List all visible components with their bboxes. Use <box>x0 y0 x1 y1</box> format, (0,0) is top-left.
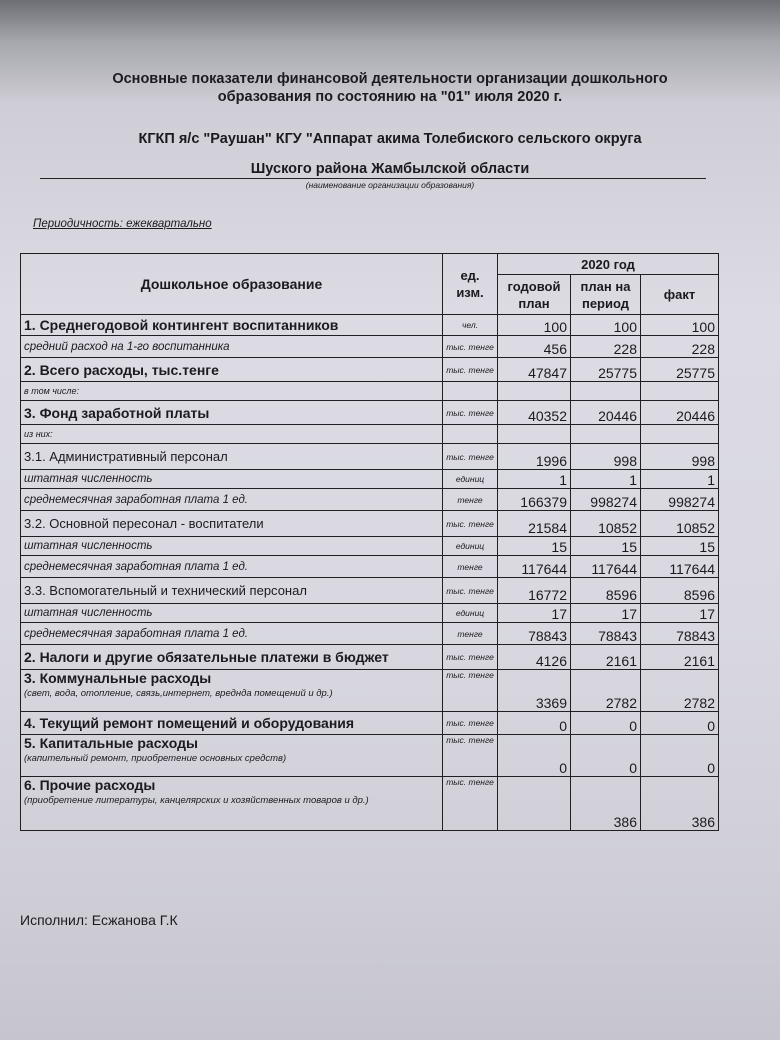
row-label-text: 2. Всего расходы, тыс.тенге <box>24 361 219 378</box>
cell-plan: 16772 <box>498 578 571 604</box>
cell-period: 117644 <box>571 556 641 578</box>
cell-fact: 0 <box>641 735 719 777</box>
cell-plan <box>498 777 571 831</box>
row-label <box>21 401 443 425</box>
row-label-text: 3.3. Вспомогательный и технический персонал <box>24 583 307 598</box>
cell-period <box>571 425 641 444</box>
row-label <box>21 470 443 489</box>
cell-plan: 0 <box>498 712 571 735</box>
cell-plan: 456 <box>498 336 571 358</box>
cell-plan: 17 <box>498 604 571 623</box>
row-unit: тыс. тенге <box>443 712 498 735</box>
cell-period: 8596 <box>571 578 641 604</box>
row-unit: единиц <box>443 537 498 556</box>
row-label-text: средний расход на 1-го воспитанника <box>24 340 230 353</box>
row-label-note: (капительный ремонт, приобретение основных средств) <box>24 753 287 764</box>
cell-period: 0 <box>571 735 641 777</box>
table-row <box>21 670 719 712</box>
cell-fact: 15 <box>641 537 719 556</box>
row-unit <box>443 382 498 401</box>
row-label-text: 2. Налоги и другие обязательные платежи в бюджет <box>24 649 389 665</box>
row-label <box>21 336 443 358</box>
row-unit: тыс. тенге <box>443 670 498 712</box>
signature-line: Исполнил: Есжанова Г.К <box>20 912 178 928</box>
organization-line2: Шуского района Жамбылской области <box>250 161 530 177</box>
row-label-text: 1. Среднегодовой контингент воспитанников <box>24 317 339 333</box>
financial-indicators-table <box>20 253 719 831</box>
table-row <box>21 470 719 489</box>
table-row <box>21 712 719 735</box>
row-unit: единиц <box>443 470 498 489</box>
row-label-text: 3. Фонд заработной платы <box>24 404 210 421</box>
table-row <box>21 511 719 537</box>
row-label <box>21 712 443 735</box>
row-label-text: 3.2. Основной пересонал - воспитатели <box>24 516 264 531</box>
cell-period: 0 <box>571 712 641 735</box>
table-row <box>21 777 719 831</box>
header-preschool: Дошкольное образование <box>21 254 443 315</box>
cell-period: 15 <box>571 537 641 556</box>
cell-plan <box>498 425 571 444</box>
header-annual-plan: годовой план <box>498 275 571 315</box>
cell-plan: 47847 <box>498 358 571 382</box>
cell-fact: 8596 <box>641 578 719 604</box>
cell-plan: 1 <box>498 470 571 489</box>
row-label-text: из них: <box>24 429 53 439</box>
report-title-line1: Основные показатели финансовой деятельности организации дошкольного <box>112 71 668 87</box>
cell-fact: 998 <box>641 444 719 470</box>
cell-fact: 0 <box>641 712 719 735</box>
row-label-text: 3.1. Административный персонал <box>24 449 228 464</box>
cell-plan: 166379 <box>498 489 571 511</box>
row-label-text: среднемесячная заработная плата 1 ед. <box>24 493 248 506</box>
cell-fact <box>641 425 719 444</box>
row-unit: тыс. тенге <box>443 777 498 831</box>
row-label <box>21 315 443 336</box>
cell-period <box>571 382 641 401</box>
cell-period: 20446 <box>571 401 641 425</box>
cell-plan: 117644 <box>498 556 571 578</box>
row-label <box>21 623 443 645</box>
table-row <box>21 645 719 670</box>
row-label <box>21 444 443 470</box>
organization-line1: КГКП я/с "Раушан" КГУ "Аппарат акима Толебиского сельского округа <box>138 131 642 147</box>
table-row <box>21 604 719 623</box>
row-label <box>21 777 443 831</box>
cell-plan: 3369 <box>498 670 571 712</box>
header-year: 2020 год <box>498 254 719 275</box>
cell-fact: 78843 <box>641 623 719 645</box>
row-label-note: (свет, вода, отопление, связь,интернет, вреднда помещений и др.) <box>24 688 333 699</box>
row-label <box>21 735 443 777</box>
cell-fact: 10852 <box>641 511 719 537</box>
row-label-text: 6. Прочие расходы <box>24 777 156 793</box>
table-body <box>21 315 719 831</box>
cell-plan: 40352 <box>498 401 571 425</box>
cell-fact: 2161 <box>641 645 719 670</box>
cell-plan: 100 <box>498 315 571 336</box>
row-unit: тенге <box>443 623 498 645</box>
header-unit: ед. изм. <box>443 254 498 315</box>
organization-note: (наименование организации образования) <box>305 180 475 190</box>
row-label-text: среднемесячная заработная плата 1 ед. <box>24 627 248 640</box>
cell-fact <box>641 382 719 401</box>
cell-period: 100 <box>571 315 641 336</box>
table-row <box>21 401 719 425</box>
row-label <box>21 489 443 511</box>
table-row <box>21 336 719 358</box>
row-label-text: 3. Коммунальные расходы <box>24 670 212 686</box>
table-row <box>21 382 719 401</box>
row-label-text: штатная численность <box>24 540 153 552</box>
cell-fact: 117644 <box>641 556 719 578</box>
cell-period: 2782 <box>571 670 641 712</box>
row-label <box>21 556 443 578</box>
table-row <box>21 623 719 645</box>
header-period-plan: план на период <box>571 275 641 315</box>
row-unit: тыс. тенге <box>443 578 498 604</box>
row-unit: чел. <box>443 315 498 336</box>
row-label <box>21 425 443 444</box>
row-unit: тыс. тенге <box>443 401 498 425</box>
table-row <box>21 578 719 604</box>
row-label <box>21 670 443 712</box>
cell-period: 1 <box>571 470 641 489</box>
row-label-text: 5. Капитальные расходы <box>24 735 198 751</box>
row-unit: тенге <box>443 489 498 511</box>
table-row <box>21 358 719 382</box>
row-label <box>21 578 443 604</box>
row-unit: тыс. тенге <box>443 511 498 537</box>
cell-period: 17 <box>571 604 641 623</box>
report-title <box>0 70 780 106</box>
row-label-text: штатная численность <box>24 473 153 485</box>
table-row <box>21 315 719 336</box>
cell-period: 78843 <box>571 623 641 645</box>
cell-plan: 1996 <box>498 444 571 470</box>
header-fact: факт <box>641 275 719 315</box>
row-unit <box>443 425 498 444</box>
cell-fact: 100 <box>641 315 719 336</box>
report-title-line2: образования по состоянию на "01" июля 2020 г. <box>217 89 563 105</box>
row-unit: тыс. тенге <box>443 336 498 358</box>
cell-fact: 2782 <box>641 670 719 712</box>
row-label-text: штатная численность <box>24 607 153 619</box>
table-row <box>21 556 719 578</box>
periodicity-label: Периодичность: ежеквартально <box>33 218 212 230</box>
cell-period: 10852 <box>571 511 641 537</box>
cell-plan: 0 <box>498 735 571 777</box>
table-row <box>21 735 719 777</box>
cell-plan: 4126 <box>498 645 571 670</box>
cell-fact: 228 <box>641 336 719 358</box>
row-label-note: (приобретение литературы, канцелярских и хозяйственных товаров и др.) <box>24 795 369 806</box>
cell-fact: 998274 <box>641 489 719 511</box>
cell-period: 2161 <box>571 645 641 670</box>
cell-fact: 386 <box>641 777 719 831</box>
row-label <box>21 382 443 401</box>
cell-fact: 1 <box>641 470 719 489</box>
cell-fact: 17 <box>641 604 719 623</box>
underline-rule <box>40 178 706 179</box>
cell-period: 998 <box>571 444 641 470</box>
row-label <box>21 358 443 382</box>
row-unit: тенге <box>443 556 498 578</box>
cell-plan: 21584 <box>498 511 571 537</box>
table-row <box>21 425 719 444</box>
row-label <box>21 537 443 556</box>
cell-plan: 15 <box>498 537 571 556</box>
row-label <box>21 604 443 623</box>
row-label-text: 4. Текущий ремонт помещений и оборудования <box>24 715 355 731</box>
cell-fact: 20446 <box>641 401 719 425</box>
row-unit: тыс. тенге <box>443 358 498 382</box>
cell-period: 386 <box>571 777 641 831</box>
row-unit: единиц <box>443 604 498 623</box>
row-unit: тыс. тенге <box>443 645 498 670</box>
row-unit: тыс. тенге <box>443 444 498 470</box>
cell-plan <box>498 382 571 401</box>
row-label-text: среднемесячная заработная плата 1 ед. <box>24 560 248 573</box>
row-label-text: в том числе: <box>24 386 80 396</box>
row-label <box>21 645 443 670</box>
table-row <box>21 537 719 556</box>
row-unit: тыс. тенге <box>443 735 498 777</box>
cell-plan: 78843 <box>498 623 571 645</box>
row-label <box>21 511 443 537</box>
cell-period: 228 <box>571 336 641 358</box>
table-row <box>21 444 719 470</box>
table-row <box>21 489 719 511</box>
cell-period: 25775 <box>571 358 641 382</box>
cell-period: 998274 <box>571 489 641 511</box>
cell-fact: 25775 <box>641 358 719 382</box>
